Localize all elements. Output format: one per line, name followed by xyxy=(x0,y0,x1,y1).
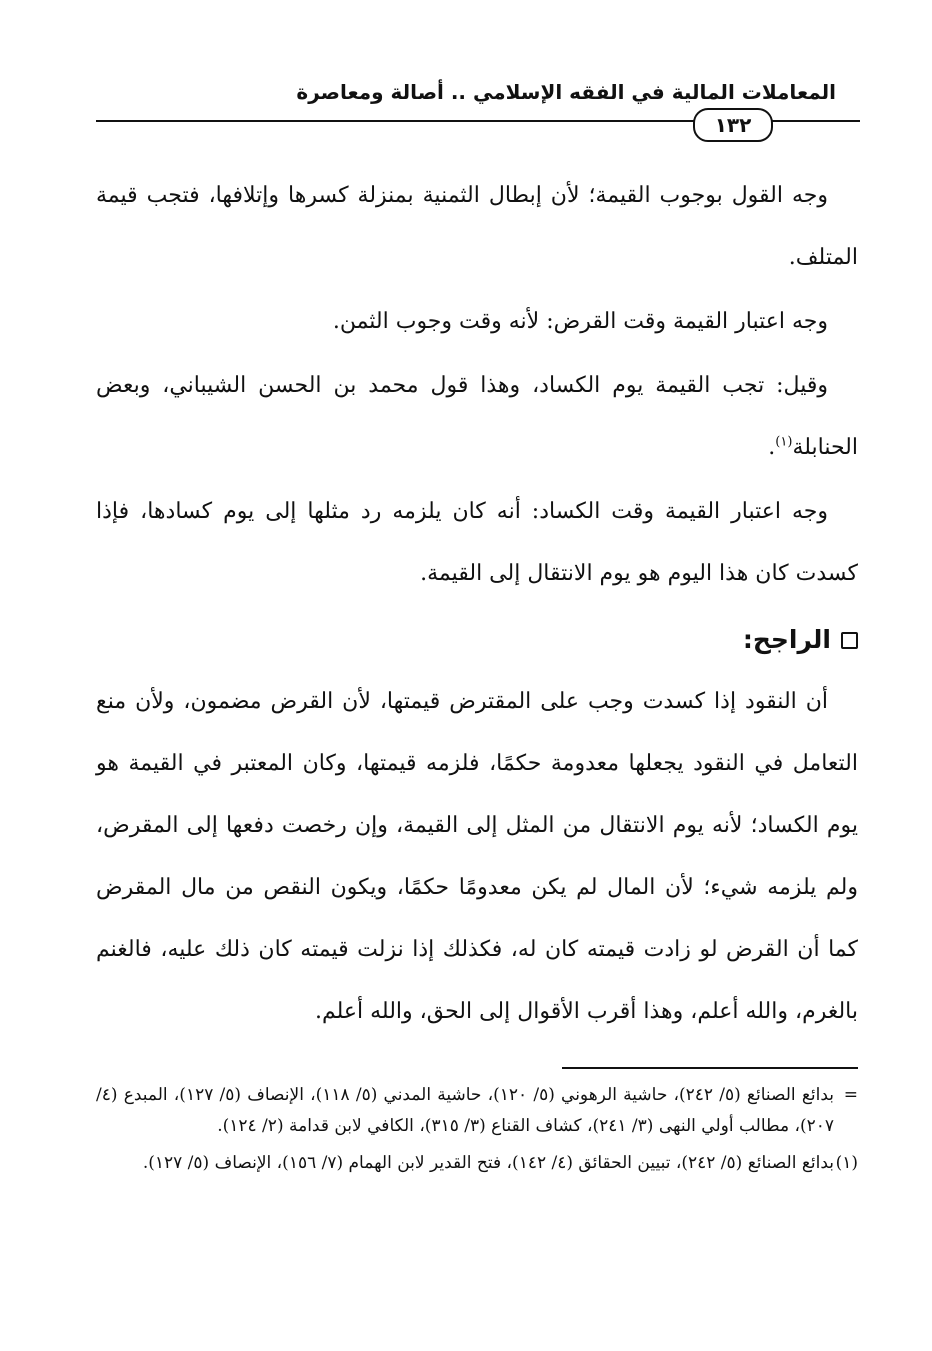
paragraph-5: أن النقود إذا كسدت وجب على المقترض قيمتها، لأن القرض مضمون، ولأن منع التعامل في النقود يجعلها معدومة حكمًا، فلزمه قيمتها، وكان المعتبر في القيمة هو يوم الكساد؛ لأنه يوم الانتقال من المثل إلى القيمة، وإن رخصت دفعها إلى المقرض، ولم يلزمه شيء؛ لأن المال لم يكن معدومًا حكمًا، ويكون النقص من مال المقرض كما أن القرض لو زادت قيمته كان له، فكذلك إذا نزلت قيمته كان ذلك عليه، فالغنم بالغرم، والله أعلم، وهذا أقرب الأقوال إلى الحق، والله أعلم. xyxy=(96,689,858,1024)
paragraph-1: وجه القول بوجوب القيمة؛ لأن إبطال الثمنية بمنزلة كسرها وإتلافها، فتجب قيمة المتلف. xyxy=(96,183,858,270)
paragraph-3-end: . xyxy=(768,435,776,460)
main-text xyxy=(96,165,858,1043)
footnote-continued xyxy=(96,1080,858,1142)
paragraph-3 xyxy=(96,355,858,479)
footnote-separator xyxy=(562,1067,858,1069)
paragraph-4: وجه اعتبار القيمة وقت الكساد: أنه كان يلزمه رد مثلها إلى يوم كسادها، فإذا كسدت كان هذا اليوم هو يوم الانتقال إلى القيمة. xyxy=(96,499,858,586)
footnotes xyxy=(96,1080,858,1185)
footnote-reference-1[interactable]: (١) xyxy=(775,434,793,450)
page-number: ١٣٢ xyxy=(693,108,773,142)
footnote-marker: (١) xyxy=(835,1153,858,1173)
footnote-1 xyxy=(96,1148,858,1179)
footnote-text: بدائع الصنائع (٥/ ٢٤٢)، حاشية الرهوني (٥/ ١٢٠)، حاشية المدني (٥/ ١١٨)، الإنصاف (٥/ ١٢٧)، المبدع (٤/ ٢٠٧)، مطالب أولي النهى (٣/ ٢٤١)، كشاف القناع (٣/ ٣١٥)، الكافي لابن قدامة (٢/ ١٢٤). xyxy=(96,1085,835,1136)
running-title: المعاملات المالية في الفقه الإسلامي .. أصالة ومعاصرة xyxy=(296,80,836,104)
square-bullet-icon xyxy=(841,632,858,649)
footnote-text: بدائع الصنائع (٥/ ٢٤٢)، تبيين الحقائق (٤/ ١٤٢)، فتح القدير لابن الهمام (٧/ ١٥٦)، الإنصاف (٥/ ١٢٧). xyxy=(142,1153,834,1173)
section-heading-label: الراجح: xyxy=(742,625,831,654)
footnote-marker: = xyxy=(843,1085,858,1105)
section-heading xyxy=(96,609,858,671)
paragraph-2: وجه اعتبار القيمة وقت القرض: لأنه وقت وجوب الثمن. xyxy=(332,309,828,334)
paragraph-3-text: وقيل: تجب القيمة يوم الكساد، وهذا قول محمد بن الحسن الشيباني، وبعض الحنابلة xyxy=(96,373,858,460)
